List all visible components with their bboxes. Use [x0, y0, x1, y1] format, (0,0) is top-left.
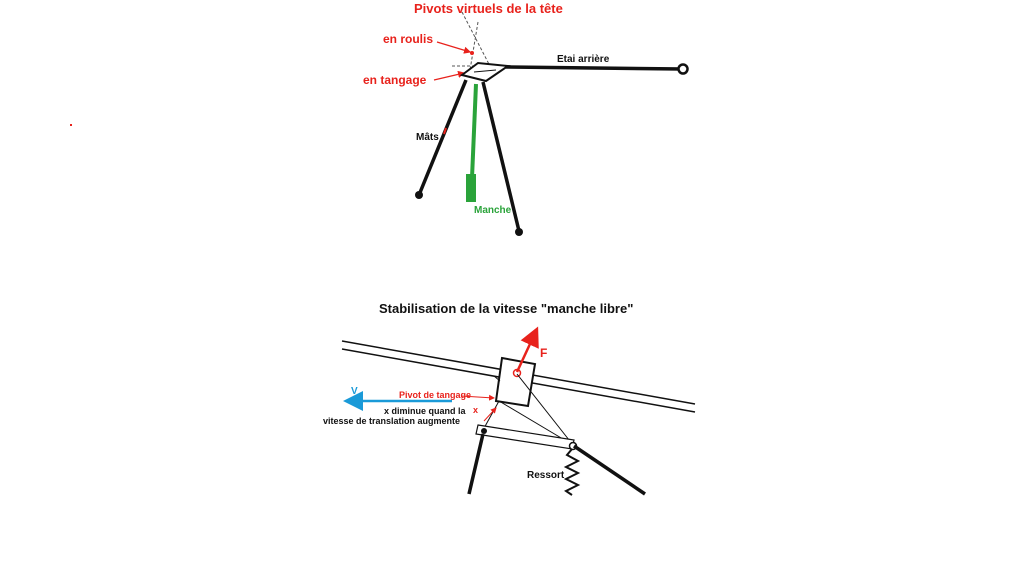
- rear-stay: [506, 67, 682, 69]
- pitch-label: en tangage: [363, 73, 427, 87]
- stick-grip: [466, 174, 476, 202]
- pitch-arrow: [434, 73, 464, 80]
- rear-stay-label: Etai arrière: [557, 54, 610, 65]
- pitch-pivot-label: Pivot de tangage: [399, 390, 472, 400]
- mast-left-foot: [415, 191, 423, 199]
- roll-arrow: [437, 42, 470, 52]
- stick-shaft: [472, 84, 476, 178]
- masts-label: Mâts: [416, 132, 439, 143]
- rear-stay-end: [679, 65, 688, 74]
- top-title: Pivots virtuels de la tête: [414, 1, 563, 16]
- roll-pivot-point: [470, 51, 474, 55]
- x-note-line2: vitesse de translation augmente: [323, 416, 461, 426]
- mast-right-foot: [515, 228, 523, 236]
- stray-red-dot: [70, 124, 72, 126]
- x-note-line1: x diminue quand la: [384, 406, 466, 416]
- velocity-label: V: [351, 386, 358, 397]
- x-label: x: [473, 405, 479, 415]
- lower-mast-right: [574, 446, 645, 494]
- pitch-axis-line: [462, 12, 492, 70]
- lower-mast-left: [469, 434, 483, 494]
- roll-label: en roulis: [383, 32, 434, 46]
- force-label: F: [540, 346, 548, 360]
- spring-label: Ressort: [527, 470, 565, 481]
- x-dimension: [484, 408, 496, 421]
- bottom-title: Stabilisation de la vitesse "manche libre": [379, 301, 634, 316]
- spring-icon: [566, 449, 578, 495]
- top-diagram: [415, 12, 688, 236]
- rotor-hub-box: [496, 358, 535, 406]
- stick-label: Manche: [474, 205, 512, 216]
- lower-bar-left-pivot: [481, 428, 487, 434]
